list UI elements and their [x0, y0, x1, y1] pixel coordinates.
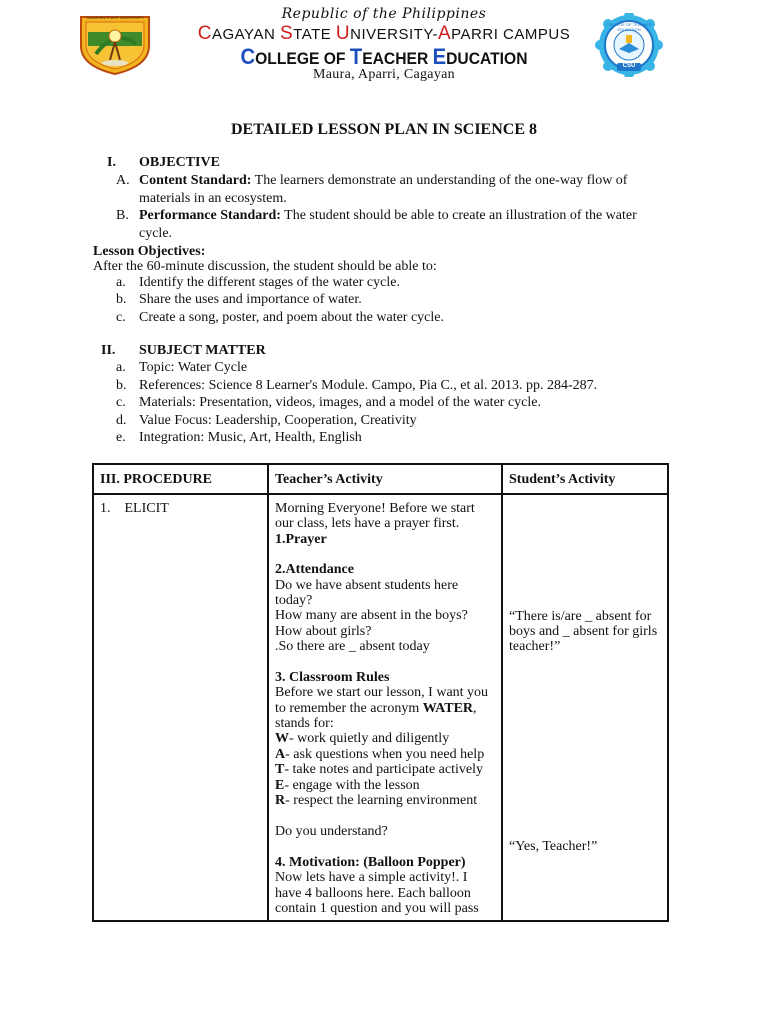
lesson-objective-letter: a. — [116, 275, 126, 290]
prayer-heading: 1.Prayer — [275, 532, 327, 547]
procedure-header: III. PROCEDURE — [100, 472, 213, 487]
student-line: “Yes, Teacher!” — [509, 839, 598, 854]
lesson-objective-letter: b. — [116, 292, 127, 307]
page-title: DETAILED LESSON PLAN IN SCIENCE 8 — [231, 121, 537, 138]
lesson-objective-letter: c. — [116, 310, 126, 325]
objective-b-letter: B. — [116, 208, 129, 223]
student-activity-header: Student’s Activity — [509, 472, 616, 487]
subject-item: Materials: Presentation, videos, images, and a model of the water cycle. — [139, 395, 541, 410]
teacher-line: .So there are _ absent today — [275, 639, 430, 654]
student-activity-cell — [502, 494, 668, 921]
teacher-line: Do we have absent students here — [275, 578, 459, 593]
objective-a-letter: A. — [116, 173, 130, 188]
content-standard: Content Standard: The learners demonstrate an understanding of the one-way flow of — [139, 173, 628, 188]
rule-e: E- engage with the lesson — [275, 778, 420, 793]
procedure-header-cell — [93, 464, 268, 494]
college-logo-caption: COLLEGE OF TEACHER EDUCATION — [606, 22, 652, 32]
university-logo-caption: CAGAYAN STATE UNIVERSITY — [86, 15, 144, 20]
student-line: boys and _ absent for girls — [509, 624, 658, 639]
lesson-objective-item: Identify the different stages of the water cycle. — [139, 275, 400, 290]
procedure-step-cell — [93, 494, 268, 921]
subject-item: Value Focus: Leadership, Cooperation, Creativity — [139, 413, 417, 428]
teacher-line: contain 1 question and you will pass — [275, 901, 479, 916]
teacher-activity-header: Teacher’s Activity — [275, 472, 383, 487]
campus-address: Maura, Aparri, Cagayan — [313, 67, 455, 82]
student-line: “There is/are _ absent for — [509, 609, 652, 624]
rule-a: A- ask questions when you need help — [275, 747, 485, 762]
classroom-rules-heading: 3. Classroom Rules — [275, 670, 390, 685]
content-standard-cont: materials in an ecosystem. — [139, 191, 287, 206]
subject-item: Topic: Water Cycle — [139, 360, 248, 375]
objective-heading: OBJECTIVE — [139, 155, 220, 170]
college-logo-abbrev: CSU — [622, 63, 636, 69]
procedure-step: 1. ELICIT — [100, 501, 169, 516]
rule-t: T- take notes and participate actively — [275, 762, 483, 777]
lesson-objectives-heading: Lesson Objectives: — [93, 244, 206, 259]
performance-standard: Performance Standard: The student should be able to create an illustration of the water — [139, 208, 637, 223]
teacher-line: have 4 balloons here. Each balloon — [275, 886, 471, 901]
teacher-line: How about girls? — [275, 624, 372, 639]
objective-number: I. — [107, 155, 116, 170]
teacher-line: Now lets have a simple activity!. I — [275, 870, 468, 885]
teacher-line: Do you understand? — [275, 824, 388, 839]
teacher-line: Morning Everyone! Before we start — [275, 501, 475, 516]
university-name: CAGAYAN STATE UNIVERSITY-APARRI CAMPUS — [197, 23, 571, 44]
subject-item-letter: a. — [116, 360, 126, 375]
college-name: COLLEGE OF TEACHER EDUCATION — [240, 44, 528, 69]
teacher-header-cell — [268, 464, 502, 494]
subject-item-letter: c. — [116, 395, 126, 410]
teacher-line: to remember the acronym WATER, — [275, 701, 477, 716]
subject-item-letter: e. — [116, 430, 126, 445]
lesson-objective-item: Share the uses and importance of water. — [139, 292, 362, 307]
student-header-cell — [502, 464, 668, 494]
subject-item: Integration: Music, Art, Health, English — [139, 430, 362, 445]
motivation-heading: 4. Motivation: (Balloon Popper) — [275, 855, 466, 870]
procedure-table — [92, 463, 669, 922]
subject-item-letter: b. — [116, 378, 127, 393]
teacher-line: Before we start our lesson, I want you — [275, 685, 489, 700]
subject-matter-number: II. — [101, 343, 116, 358]
subject-item: References: Science 8 Learner's Module. Campo, Pia C., et al. 2013. pp. 284-287. — [139, 378, 598, 393]
teacher-activity-cell — [268, 494, 502, 921]
lesson-objectives-intro: After the 60-minute discussion, the student should be able to: — [93, 259, 437, 274]
subject-matter-heading: SUBJECT MATTER — [139, 343, 266, 358]
rule-w: W- work quietly and diligently — [275, 731, 450, 746]
teacher-line: today? — [275, 593, 313, 608]
teacher-line: our class, lets have a prayer first. — [275, 516, 460, 531]
teacher-line: stands for: — [275, 716, 334, 731]
republic-heading: Republic of the Philippines — [281, 6, 487, 22]
performance-standard-cont: cycle. — [139, 226, 173, 241]
student-line: teacher!” — [509, 639, 561, 654]
subject-item-letter: d. — [116, 413, 127, 428]
rule-r: R- respect the learning environment — [275, 793, 478, 808]
attendance-heading: 2.Attendance — [275, 562, 354, 577]
lesson-objective-item: Create a song, poster, and poem about the water cycle. — [139, 310, 444, 325]
teacher-line: How many are absent in the boys? — [275, 608, 468, 623]
